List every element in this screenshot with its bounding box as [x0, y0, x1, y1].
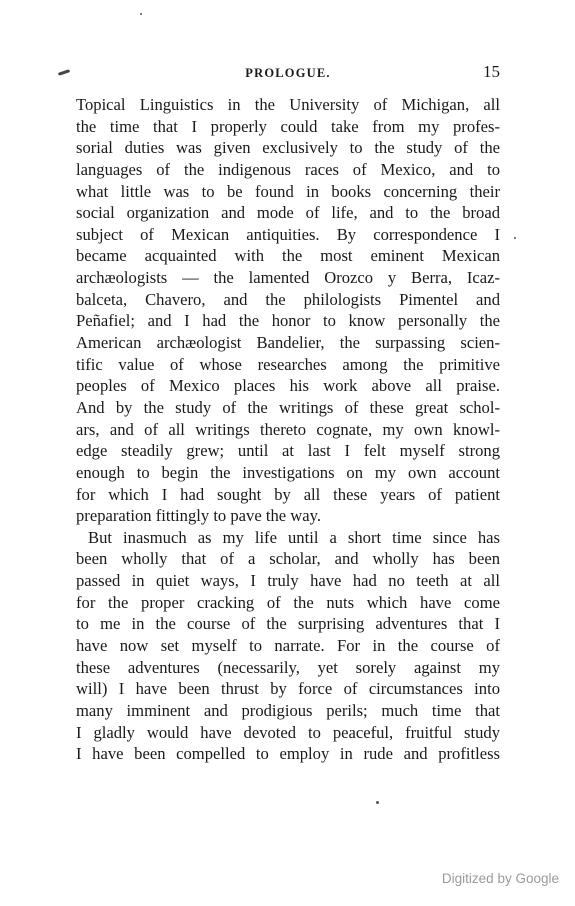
- digitized-watermark: Digitized by Google: [441, 871, 559, 886]
- text-line: many imminent and prodigious perils; much time that: [76, 700, 500, 720]
- text-line: I gladly would have devoted to peaceful, fruitful study: [76, 722, 500, 742]
- text-line: became acquainted with the most eminent Mexican: [76, 246, 500, 266]
- text-line: for which I had sought by all these years of patient: [76, 484, 500, 504]
- ink-speck: [376, 801, 379, 804]
- text-line: social organization and mode of life, and to the broad: [76, 203, 500, 223]
- text-line: Topical Linguistics in the University of Michigan, all: [76, 95, 500, 114]
- text-line: what little was to be found in books concerning their: [76, 181, 500, 201]
- page-number: 15: [483, 62, 500, 81]
- text-line: subject of Mexican antiquities. By correspondence I: [76, 224, 500, 244]
- paragraphs: [76, 94, 500, 765]
- text-line: to me in the course of the surprising adventures that I: [76, 614, 500, 634]
- text-line: languages of the indigenous races of Mexico, and to: [76, 159, 500, 179]
- text-line: And by the study of the writings of these great schol-: [76, 397, 500, 417]
- text-line: tific value of whose researches among the primitive: [76, 354, 500, 374]
- ink-mark: [58, 69, 70, 76]
- text-line: enough to begin the investigations on my own account: [76, 462, 500, 482]
- paragraph: [76, 527, 500, 765]
- text-line: for the proper cracking of the nuts which have come: [76, 592, 500, 612]
- text-line: archæologists — the lamented Orozco y Berra, Icaz-: [76, 268, 500, 288]
- running-head: PROLOGUE.: [245, 66, 331, 80]
- text-line: sorial duties was given exclusively to the study of the: [76, 138, 500, 158]
- body-text: [76, 94, 500, 765]
- text-line: been wholly that of a scholar, and wholly has been: [76, 549, 500, 569]
- text-line: I have been compelled to employ in rude and profitless: [76, 744, 500, 764]
- text-line: balceta, Chavero, and the philologists Pimentel and: [76, 289, 500, 309]
- text-line: preparation fittingly to pave the way.: [76, 506, 321, 526]
- text-line: these adventures (necessarily, yet sorely against my: [76, 657, 500, 677]
- text-line: peoples of Mexico places his work above all praise.: [76, 376, 500, 396]
- paragraph: [76, 94, 500, 527]
- text-line: American archæologist Bandelier, the surpassing scien-: [76, 333, 500, 353]
- text-line: But inasmuch as my life until a short time since has: [88, 527, 500, 547]
- ink-speck: [140, 13, 142, 15]
- page-header: [76, 60, 500, 86]
- text-line: ars, and of all writings thereto cognate, my own knowl-: [76, 419, 500, 439]
- text-line: Peñafiel; and I had the honor to know personally the: [76, 311, 500, 331]
- text-line: passed in quiet ways, I truly have had no teeth at all: [76, 571, 500, 591]
- ink-speck: [514, 237, 516, 239]
- text-line: edge steadily grew; until at last I felt myself strong: [76, 441, 500, 461]
- text-line: have now set myself to narrate. For in the course of: [76, 636, 500, 656]
- text-line: will) I have been thrust by force of circumstances into: [76, 679, 500, 699]
- text-line: the time that I properly could take from my profes-: [76, 116, 500, 136]
